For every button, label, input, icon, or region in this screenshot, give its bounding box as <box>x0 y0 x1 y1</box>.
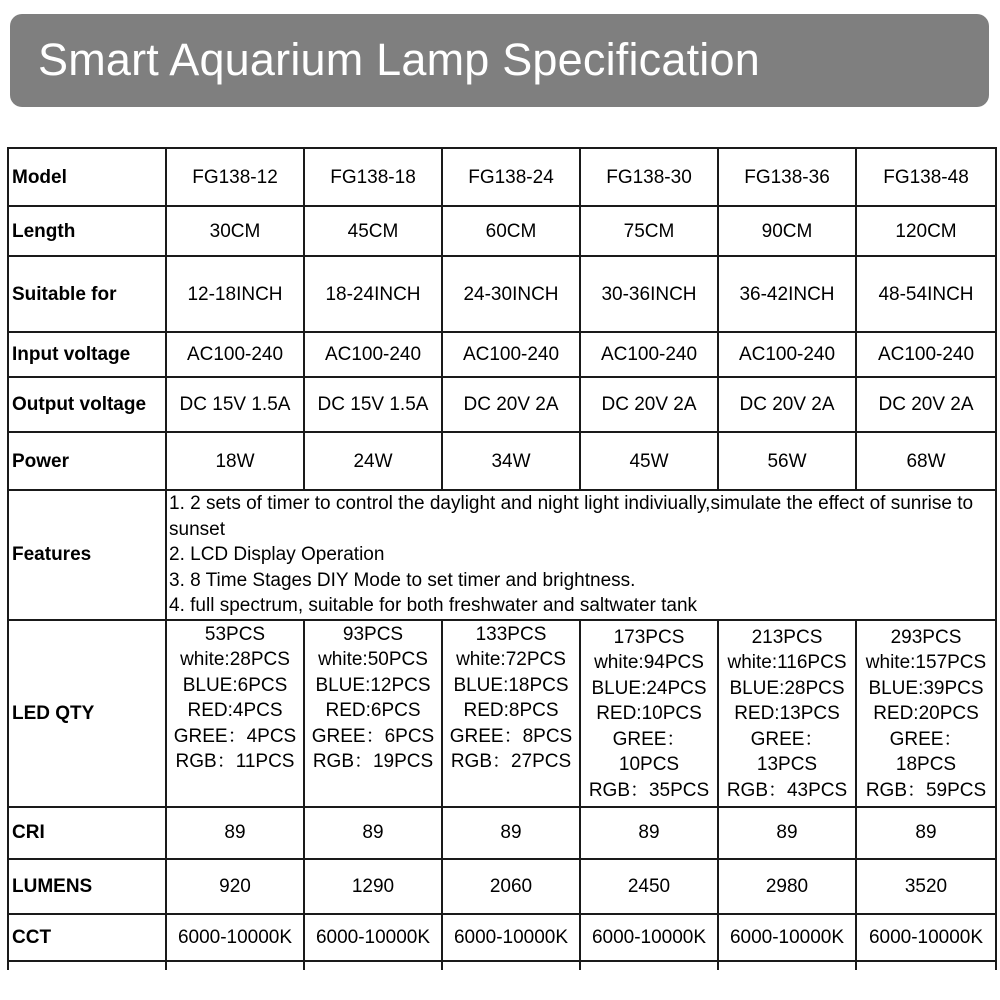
row-label-output: Output voltage <box>8 377 166 432</box>
spec-cell-length: 90CM <box>718 206 856 256</box>
spec-cell-cri: 89 <box>718 807 856 859</box>
spec-cell-suitable: 36-42INCH <box>718 256 856 332</box>
spec-cell-lumens: 2450 <box>580 859 718 914</box>
led-qty-cell <box>166 620 304 807</box>
table-continuation <box>8 961 996 970</box>
row-label-led: LED QTY <box>8 620 166 807</box>
spec-row-power <box>8 432 996 490</box>
continuation-cell <box>856 961 996 970</box>
spec-cell-input: AC100-240 <box>166 332 304 377</box>
led-qty-line: RED:4PCS <box>187 700 283 721</box>
page-title: Smart Aquarium Lamp Specification <box>38 34 760 85</box>
led-qty-line: GREE： <box>612 728 686 750</box>
spec-cell-output: DC 15V 1.5A <box>166 377 304 432</box>
spec-cell-model: FG138-12 <box>166 148 304 206</box>
spec-cell-output: DC 20V 2A <box>442 377 580 432</box>
led-qty-line: RGB：19PCS <box>312 751 434 772</box>
led-qty-line: BLUE:28PCS <box>729 677 845 699</box>
row-label-cri: CRI <box>8 807 166 859</box>
spec-cell-length: 30CM <box>166 206 304 256</box>
spec-cell-suitable: 48-54INCH <box>856 256 996 332</box>
continuation-cell <box>166 961 304 970</box>
spec-cell-cri: 89 <box>442 807 580 859</box>
continuation-cell <box>304 961 442 970</box>
spec-cell-power: 45W <box>580 432 718 490</box>
spec-cell-output: DC 20V 2A <box>856 377 996 432</box>
continuation-cell <box>8 961 166 970</box>
feature-line: 3. 8 Time Stages DIY Mode to set timer and brightness. <box>169 569 636 591</box>
spec-cell-power: 24W <box>304 432 442 490</box>
spec-row-cct <box>8 914 996 961</box>
spec-cell-length: 120CM <box>856 206 996 256</box>
row-label-model: Model <box>8 148 166 206</box>
led-qty-line: RED:10PCS <box>596 703 702 724</box>
spec-cell-input: AC100-240 <box>442 332 580 377</box>
led-qty-line: 93PCS <box>342 623 404 645</box>
spec-cell-suitable: 30-36INCH <box>580 256 718 332</box>
led-qty-line: white:50PCS <box>318 649 428 670</box>
spec-cell-lumens: 920 <box>166 859 304 914</box>
feature-line: 2. LCD Display Operation <box>169 544 385 565</box>
led-qty-line: white:72PCS <box>456 649 566 670</box>
led-qty-line: white:28PCS <box>180 649 290 670</box>
spec-row-lumens <box>8 859 996 914</box>
spec-cell-cri: 89 <box>304 807 442 859</box>
continuation-cell <box>718 961 856 970</box>
led-qty-line: 173PCS <box>613 626 685 648</box>
led-qty-line: RED:20PCS <box>873 703 979 724</box>
spec-cell-power: 34W <box>442 432 580 490</box>
feature-line: 4. full spectrum, suitable for both freshwater and saltwater tank <box>169 595 698 616</box>
row-label-length: Length <box>8 206 166 256</box>
spec-cell-power: 56W <box>718 432 856 490</box>
led-qty-line: GREE：6PCS <box>311 725 435 747</box>
row-label-suitable: Suitable for <box>8 256 166 332</box>
features-cell <box>166 490 996 620</box>
spec-cell-cct: 6000-10000K <box>856 914 996 961</box>
spec-row-suitable <box>8 256 996 332</box>
spec-cell-suitable: 18-24INCH <box>304 256 442 332</box>
led-qty-cell <box>718 620 856 807</box>
spec-row-length <box>8 206 996 256</box>
led-qty-line: GREE： <box>750 728 824 750</box>
spec-cell-cct: 6000-10000K <box>718 914 856 961</box>
led-qty-cell <box>856 620 996 807</box>
led-qty-line: RED:6PCS <box>325 700 421 721</box>
title-banner <box>10 14 989 107</box>
spec-cell-suitable: 12-18INCH <box>166 256 304 332</box>
spec-cell-power: 68W <box>856 432 996 490</box>
spec-row-model <box>8 148 996 206</box>
led-qty-line: BLUE:24PCS <box>591 677 707 699</box>
spec-cell-input: AC100-240 <box>856 332 996 377</box>
continuation-cell <box>580 961 718 970</box>
feature-line: 1. 2 sets of timer to control the daylight and night light indiviually,simulate the effect of sunrise to sunset <box>169 493 974 540</box>
led-qty-cell <box>304 620 442 807</box>
led-qty-line: 293PCS <box>890 626 962 648</box>
spec-cell-cct: 6000-10000K <box>304 914 442 961</box>
row-label-power: Power <box>8 432 166 490</box>
spec-cell-input: AC100-240 <box>304 332 442 377</box>
spec-cell-cri: 89 <box>580 807 718 859</box>
spec-cell-cct: 6000-10000K <box>580 914 718 961</box>
spec-cell-model: FG138-18 <box>304 148 442 206</box>
led-qty-line: 133PCS <box>475 623 547 645</box>
continuation-cell <box>442 961 580 970</box>
spec-row-features <box>8 490 996 620</box>
spec-cell-cct: 6000-10000K <box>442 914 580 961</box>
led-qty-line: GREE：4PCS <box>173 725 297 747</box>
spec-cell-suitable: 24-30INCH <box>442 256 580 332</box>
led-qty-line: white:94PCS <box>594 652 704 673</box>
led-qty-line: BLUE:6PCS <box>182 674 288 696</box>
led-qty-line: RGB：43PCS <box>726 779 848 801</box>
led-qty-cell <box>442 620 580 807</box>
spec-cell-power: 18W <box>166 432 304 490</box>
spec-cell-input: AC100-240 <box>580 332 718 377</box>
spec-cell-model: FG138-48 <box>856 148 996 206</box>
led-qty-cell <box>580 620 718 807</box>
led-qty-line: 10PCS <box>618 754 680 775</box>
led-qty-line: 213PCS <box>751 626 823 648</box>
spec-row-led <box>8 620 996 807</box>
spec-cell-cri: 89 <box>856 807 996 859</box>
spec-cell-lumens: 2060 <box>442 859 580 914</box>
led-qty-line: RGB：11PCS <box>175 751 295 772</box>
spec-cell-model: FG138-24 <box>442 148 580 206</box>
led-qty-line: 13PCS <box>756 754 818 775</box>
led-qty-line: white:116PCS <box>727 652 847 673</box>
spec-cell-model: FG138-36 <box>718 148 856 206</box>
led-qty-line: 53PCS <box>204 623 266 645</box>
led-qty-line: GREE：8PCS <box>449 725 573 747</box>
spec-cell-input: AC100-240 <box>718 332 856 377</box>
spec-cell-output: DC 15V 1.5A <box>304 377 442 432</box>
led-qty-line: BLUE:18PCS <box>453 674 569 696</box>
row-label-lumens: LUMENS <box>8 859 166 914</box>
row-label-input: Input voltage <box>8 332 166 377</box>
led-qty-line: BLUE:12PCS <box>315 674 431 696</box>
spec-cell-model: FG138-30 <box>580 148 718 206</box>
spec-row-output <box>8 377 996 432</box>
row-label-features: Features <box>8 490 166 620</box>
spec-cell-output: DC 20V 2A <box>718 377 856 432</box>
led-qty-line: RGB：27PCS <box>450 751 572 772</box>
spec-cell-length: 75CM <box>580 206 718 256</box>
spec-cell-length: 60CM <box>442 206 580 256</box>
spec-cell-lumens: 1290 <box>304 859 442 914</box>
led-qty-line: GREE： <box>889 728 963 750</box>
led-qty-line: RGB：59PCS <box>865 779 987 801</box>
spec-cell-output: DC 20V 2A <box>580 377 718 432</box>
led-qty-line: white:157PCS <box>865 652 987 673</box>
led-qty-line: BLUE:39PCS <box>868 677 984 699</box>
led-qty-line: RGB：35PCS <box>588 779 710 801</box>
led-qty-line: 18PCS <box>895 754 957 775</box>
spec-row-cri <box>8 807 996 859</box>
spec-table <box>7 147 997 970</box>
spec-cell-lumens: 3520 <box>856 859 996 914</box>
row-label-cct: CCT <box>8 914 166 961</box>
led-qty-line: RED:8PCS <box>463 700 559 721</box>
led-qty-line: RED:13PCS <box>734 703 840 724</box>
spec-cell-length: 45CM <box>304 206 442 256</box>
spec-cell-lumens: 2980 <box>718 859 856 914</box>
spec-cell-cri: 89 <box>166 807 304 859</box>
spec-row-input <box>8 332 996 377</box>
spec-cell-cct: 6000-10000K <box>166 914 304 961</box>
